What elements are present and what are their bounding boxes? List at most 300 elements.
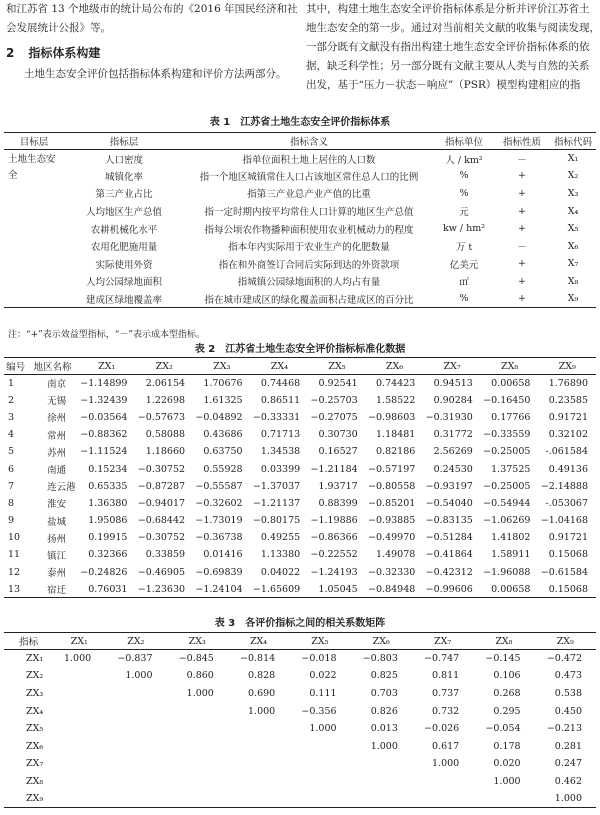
table3-cell: 0.737	[432, 687, 460, 699]
table3-cell: 0.247	[554, 758, 582, 770]
table3-cell	[53, 667, 105, 685]
table2-cell: 常州	[47, 430, 67, 442]
table2-cell: −0.31930	[425, 411, 473, 423]
table2-cell: −0.83135	[425, 515, 473, 527]
table3-cell	[167, 755, 228, 773]
table3-header-row	[4, 633, 596, 650]
table3-cell: 0.013	[370, 723, 398, 735]
table1-cell: X₃	[567, 187, 579, 199]
goal-cell: 土地生态安全	[8, 154, 56, 181]
table2-cell: 0.92541	[318, 377, 358, 389]
table2-cell: −0.49970	[368, 532, 416, 544]
table2-cell: 0.15068	[548, 549, 588, 561]
table3-cell	[351, 755, 412, 773]
table2-cell: 1.76890	[548, 377, 588, 389]
table1-cell: 指在和外商签订合同后实际到达的外资款项	[218, 259, 400, 271]
table3-cell: 1.000	[186, 687, 214, 699]
table3-cell: 0.826	[370, 705, 398, 717]
table2-cell: 宿迁	[47, 585, 67, 597]
table3-cell	[105, 790, 166, 808]
table2-cell: 连云港	[47, 482, 76, 494]
table2-cell: 1.18481	[376, 429, 416, 441]
table2-cell: −0.93197	[425, 480, 473, 492]
table2-cell: −0.57197	[368, 463, 416, 475]
table2-cell: 1.61325	[203, 394, 243, 406]
table2-cell: −0.25703	[310, 394, 358, 406]
table3-cell: ZX₄	[26, 705, 44, 717]
table1-cell: +	[518, 205, 526, 217]
table2-cell: 0.19915	[88, 532, 128, 544]
table1-cell: 实际使用外资	[95, 259, 153, 271]
table2-cell: −0.69839	[195, 566, 243, 578]
table-row	[4, 529, 596, 546]
table2-cell: 11	[8, 549, 21, 561]
table-row	[4, 392, 596, 409]
table2-cell: 12	[8, 566, 21, 578]
table1-cell: X₇	[567, 258, 579, 270]
table3-cell: −0.213	[546, 723, 582, 735]
right-line-5: 出发，基于“压力－状态－响应”（PSR）模型构建相应的指	[306, 79, 581, 91]
table2-cell: −0.55587	[195, 480, 243, 492]
table2-cell: −0.32330	[368, 566, 416, 578]
table3-header-cell: ZX₆	[351, 633, 412, 650]
table-row	[4, 273, 596, 291]
table2-cell: 镇江	[47, 550, 67, 562]
table1-cell: +	[518, 170, 526, 182]
table2-cell: −1.23630	[137, 583, 186, 595]
table-row	[4, 375, 596, 392]
table1-header-cell: 指标含义	[184, 133, 434, 150]
table3-cell: 0.022	[309, 670, 337, 682]
table2-cell: 0.94513	[433, 377, 473, 389]
table2-header-cell: ZX₆	[366, 358, 424, 375]
table2-cell: −0.68442	[137, 515, 186, 527]
table2-cell: 0.74468	[260, 377, 301, 389]
table-row	[4, 685, 596, 703]
table2-cell: 13	[8, 583, 21, 595]
table2-cell: 盐城	[47, 516, 67, 528]
table-row	[4, 755, 596, 773]
table2-cell: 1.58522	[376, 394, 416, 406]
table2-cell: −0.04892	[195, 411, 243, 423]
table3-cell	[228, 737, 289, 755]
table2-cell: 0.74423	[376, 377, 416, 389]
table-row	[4, 220, 596, 238]
table2-cell: 0.17766	[491, 411, 531, 423]
table1-cell: 人口密度	[104, 154, 143, 166]
table3-cell: 0.617	[432, 740, 460, 752]
table2-cell: −0.25005	[483, 446, 531, 458]
table2-cell: 1.13380	[260, 549, 301, 561]
table2-cell: −1.19886	[310, 515, 358, 527]
table2-cell: 1.34538	[260, 446, 301, 458]
table3-header-cell: ZX₅	[289, 633, 350, 650]
table1-cell: +	[518, 293, 526, 305]
table2-cell: 1.49078	[376, 549, 416, 561]
table3-cell	[289, 773, 350, 791]
table3-header-cell: ZX₉	[535, 633, 596, 650]
table2-cell: −0.03564	[80, 411, 128, 423]
table1-header-cell: 指标单位	[434, 133, 494, 150]
table2-cell: −0.54040	[425, 497, 473, 509]
table3-header-cell: ZX₁	[53, 633, 105, 650]
table-row	[4, 255, 596, 273]
table3-cell	[351, 773, 412, 791]
table3-cell	[167, 720, 228, 738]
table1-cell: 人 / km²	[445, 154, 483, 166]
table2-cell: −0.32602	[195, 497, 243, 509]
table3-cell: −0.803	[362, 653, 398, 665]
table2-cell: 0.71713	[260, 429, 301, 441]
table3	[4, 632, 596, 808]
table2-cell: 0.49136	[548, 463, 588, 475]
table2-cell: 10	[8, 532, 21, 544]
table2-cell: -.053067	[545, 497, 588, 509]
table3-cell	[167, 773, 228, 791]
table2-cell: 1.70676	[203, 377, 243, 389]
table3-cell: −0.814	[240, 653, 276, 665]
table2-header-cell: ZX₃	[193, 358, 251, 375]
table2-cell: 1.18660	[145, 446, 186, 458]
table1-cell: X₉	[567, 293, 579, 305]
table2-header-cell: ZX₇	[423, 358, 481, 375]
table1-header-cell: 指标代码	[550, 133, 596, 150]
table3-cell	[289, 790, 350, 808]
table1-header-cell: 目标层	[4, 133, 64, 150]
right-line-3: 一部分既有文献没有指出构建土地生态安全评价指标体系的依	[306, 41, 590, 53]
table2-cell: 2.56269	[433, 446, 473, 458]
table2-cell: 苏州	[47, 447, 67, 459]
table1-cell: 人均地区生产总值	[85, 207, 162, 219]
left-line-2: 会发展统计公报》等。	[6, 22, 111, 34]
table2-cell: 0.23585	[548, 394, 588, 406]
table2-cell: 1.58911	[491, 549, 531, 561]
table3-cell: 1.000	[493, 775, 521, 787]
table2-header-cell: ZX₄	[251, 358, 309, 375]
table2-cell: −0.85201	[368, 497, 416, 509]
table3-cell: ZX₃	[26, 687, 44, 699]
table3-cell: ZX₅	[26, 723, 44, 735]
table3-cell: 0.732	[432, 705, 460, 717]
table3-header-cell: 指标	[4, 633, 53, 650]
table3-cell	[53, 737, 105, 755]
table2-cell: 1.22698	[145, 394, 186, 406]
table2-cell: 9	[8, 515, 15, 527]
table1-cell: 元	[459, 207, 469, 219]
table2-cell: 0.43686	[203, 429, 243, 441]
table-row	[4, 495, 596, 512]
table1-cell: 万 t	[455, 242, 473, 254]
table2-cell: 南京	[47, 379, 67, 391]
table1-cell: －	[517, 242, 527, 254]
table2-cell: 0.00658	[491, 583, 531, 595]
table3-cell: ZX₇	[26, 758, 44, 770]
table3-cell	[473, 790, 534, 808]
table3-cell: ZX₈	[26, 775, 44, 787]
table2-cell: −0.61584	[540, 566, 588, 578]
table1-cell: +	[518, 275, 526, 287]
table3-cell: 1.000	[554, 793, 582, 805]
table-row	[4, 564, 596, 581]
table2-cell: 0.01416	[203, 549, 243, 561]
table1-cell: 人均公园绿地面积	[85, 277, 162, 289]
table2-cell: −0.88362	[80, 429, 128, 441]
table3-cell: 1.000	[309, 723, 337, 735]
table2-cell: −0.22552	[310, 549, 358, 561]
table2-cell: 0.55928	[203, 463, 243, 475]
table2-cell: −1.37037	[252, 480, 301, 492]
table3-cell	[53, 773, 105, 791]
table-row	[4, 702, 596, 720]
table2-cell: −0.94017	[137, 497, 186, 509]
table2-cell: 0.32366	[88, 549, 128, 561]
table3-cell	[105, 685, 166, 703]
table2-cell: 4	[8, 429, 15, 441]
table3-cell	[53, 720, 105, 738]
table2-cell: -.061584	[545, 446, 588, 458]
table1-cell: X₄	[567, 205, 579, 217]
table2-cell: −0.54944	[483, 497, 531, 509]
table3-cell: 0.828	[248, 670, 276, 682]
table-row	[4, 581, 596, 598]
table1-cell: 指一个地区城镇常住人口占该地区常住总人口的比例	[199, 171, 419, 183]
table3-caption: 表 3 各评价指标之间的相关系数矩阵	[214, 618, 386, 629]
table2-cell: −0.30752	[137, 532, 186, 544]
table2-cell: 0.24530	[433, 463, 473, 475]
table2-cell: 0.31772	[433, 429, 473, 441]
table2-cell: −1.96088	[483, 566, 531, 578]
table3-cell: −0.472	[546, 653, 582, 665]
table1-cell: 指本年内实际用于农业生产的化肥数量	[228, 242, 390, 254]
table3-cell	[105, 702, 166, 720]
table3-cell	[228, 773, 289, 791]
table3-cell: 0.462	[554, 775, 582, 787]
table3-cell: 0.268	[493, 687, 521, 699]
table2-cell: −0.93885	[368, 515, 416, 527]
table-row	[4, 773, 596, 791]
table2-cell: −0.33559	[483, 429, 531, 441]
table2-cell: −1.24104	[195, 583, 243, 595]
table2-cell: −0.41864	[425, 549, 473, 561]
table2-cell: −0.25005	[483, 480, 531, 492]
table2-cell: −0.51284	[425, 532, 473, 544]
table2-header-cell: 地区名称	[27, 358, 78, 375]
table2-cell: 6	[8, 463, 15, 475]
table2-cell: 0.49255	[260, 532, 301, 544]
table-row	[4, 426, 596, 443]
table1-cell: 指城镇公园绿地面积的人均占有量	[237, 277, 381, 289]
table3-cell: −0.747	[424, 653, 460, 665]
table2-cell: −0.16450	[483, 394, 531, 406]
table2-cell: −1.21137	[252, 497, 301, 509]
table2-cell: 0.86511	[260, 394, 301, 406]
table2-cell: 泰州	[47, 568, 67, 580]
table-row	[4, 185, 596, 203]
table2-cell: 1.41802	[491, 532, 531, 544]
table3-cell: −0.145	[485, 653, 521, 665]
left-line-1: 和江苏省 13 个地级市的统计局公布的《2016 年国民经济和社	[6, 3, 298, 15]
table2-cell: 无锡	[47, 396, 67, 408]
table3-cell: 0.473	[554, 670, 582, 682]
table3-cell: 0.020	[493, 758, 521, 770]
table2-cell: 1	[8, 377, 15, 389]
table3-cell	[105, 720, 166, 738]
table-row	[4, 650, 596, 668]
table3-cell	[351, 790, 412, 808]
table3-cell: −0.845	[178, 653, 214, 665]
section-number: 2	[6, 46, 15, 60]
table-row	[4, 737, 596, 755]
table3-cell	[228, 790, 289, 808]
table2-cell: −0.24826	[80, 566, 128, 578]
table2-cell: −0.36738	[195, 532, 243, 544]
table3-header-cell: ZX₃	[167, 633, 228, 650]
table2-cell: 0.32102	[548, 429, 588, 441]
table2-cell: 0.91721	[548, 532, 588, 544]
table3-cell: 0.825	[370, 670, 398, 682]
table1-cell: +	[518, 187, 526, 199]
table3-cell	[53, 790, 105, 808]
table-row	[4, 150, 596, 168]
table2-cell: −0.46905	[137, 566, 186, 578]
right-column	[306, 0, 600, 95]
table1-cell: X₆	[567, 240, 579, 252]
table3-cell: −0.356	[301, 705, 337, 717]
table1-cell: +	[518, 223, 526, 235]
right-line-4: 据，缺乏科学性；另一部分既有文献主要从人类与自然的关系	[306, 60, 590, 72]
table2-cell: −0.80175	[252, 515, 301, 527]
table3-cell: 1.000	[370, 740, 398, 752]
table-row	[4, 443, 596, 460]
table1-cell: 指单位面积土地上居住的人口数	[242, 154, 376, 166]
table1-cell: %	[459, 170, 469, 182]
section-title: 指标体系构建	[28, 46, 101, 60]
table1-cell: －	[517, 154, 527, 166]
table3-cell: −0.054	[485, 723, 521, 735]
table3-cell: 0.295	[493, 705, 521, 717]
table1-caption: 表 1 江苏省土地生态安全评价指标体系	[209, 117, 391, 128]
table1-cell: %	[459, 187, 469, 199]
table3-cell: 0.111	[309, 687, 337, 699]
table3-cell	[53, 755, 105, 773]
table2-cell: 0.65335	[88, 480, 128, 492]
table1-cell: 指第三产业总产业产值的比重	[247, 189, 371, 201]
table1-cell: 建成区绿地覆盖率	[85, 294, 162, 306]
table2-cell: 1.93717	[318, 480, 358, 492]
table2-cell: −1.04168	[540, 515, 588, 527]
table2-cell: 扬州	[47, 533, 67, 545]
table2-cell: −0.42312	[425, 566, 473, 578]
table3-cell	[412, 790, 473, 808]
table3-cell: ZX₂	[26, 670, 44, 682]
table3-header-cell: ZX₇	[412, 633, 473, 650]
table3-cell: 0.690	[248, 687, 276, 699]
table2-cell: 0.33859	[145, 549, 186, 561]
table2-cell: 0.03399	[260, 463, 301, 475]
table2-cell: 0.15068	[548, 583, 588, 595]
table2-cell: −1.24193	[310, 566, 358, 578]
table-row	[4, 546, 596, 563]
table2-cell: −0.33331	[252, 411, 301, 423]
table-row	[4, 478, 596, 495]
table3-cell: 0.860	[186, 670, 214, 682]
table2-cell: −1.32439	[80, 394, 128, 406]
table2	[4, 357, 596, 598]
table1-cell: 农用化肥施用量	[90, 242, 158, 254]
table3-cell: 1.000	[432, 758, 460, 770]
table2-cell: 0.76031	[88, 583, 128, 595]
table2-cell: 0.90284	[433, 394, 473, 406]
table2-cell: 徐州	[47, 413, 67, 425]
table1-header-cell: 指标性质	[494, 133, 550, 150]
table1-header-cell: 指标层	[64, 133, 184, 150]
table2-cell: −0.84948	[368, 583, 416, 595]
table2-header-cell: ZX₈	[481, 358, 539, 375]
table3-cell	[289, 755, 350, 773]
table2-cell: 0.15234	[88, 463, 128, 475]
table2-cell: −0.87287	[137, 480, 186, 492]
table2-header-cell: 编号	[4, 358, 27, 375]
table2-cell: 8	[8, 497, 15, 509]
table-row	[4, 290, 596, 308]
left-column	[6, 0, 298, 84]
table2-cell: −1.73019	[195, 515, 243, 527]
table-row	[4, 720, 596, 738]
table3-cell: −0.026	[424, 723, 460, 735]
table1-cell: X₈	[567, 275, 579, 287]
table-row	[4, 790, 596, 808]
table2-cell: 2.06154	[145, 377, 186, 389]
table1-cell: %	[459, 293, 469, 305]
table3-cell: ZX₁	[26, 653, 44, 665]
table2-cell: 0.00658	[491, 377, 531, 389]
table2-cell: 1.37525	[491, 463, 531, 475]
left-paragraph: 土地生态安全评价包括指标体系构建和评价方法两部分。	[24, 68, 287, 80]
table1-cell: kw / hm²	[442, 223, 486, 235]
table3-cell: 0.106	[493, 670, 521, 682]
table2-cell: −0.99606	[425, 583, 473, 595]
table3-header-cell: ZX₈	[473, 633, 534, 650]
table-row	[4, 167, 596, 185]
table2-cell: −1.65609	[252, 583, 301, 595]
table2-header-cell: ZX₁	[78, 358, 136, 375]
table3-header-cell: ZX₄	[228, 633, 289, 650]
table3-cell: 1.000	[248, 705, 276, 717]
table2-cell: 1.36380	[88, 497, 128, 509]
table1-cell: 指每公顷农作物播种面积使用农业机械动力的程度	[204, 224, 414, 236]
table3-cell	[105, 773, 166, 791]
table1-note: 注：“+”表示效益型指标，“－”表示成本型指标。	[8, 330, 205, 340]
table3-cell: 1.000	[63, 653, 92, 665]
table2-cell: 0.63750	[203, 446, 243, 458]
table1-cell: 第三产业占比	[95, 189, 153, 201]
table2-cell: −0.80558	[368, 480, 416, 492]
table3-cell	[228, 720, 289, 738]
table1-cell: 城镇化率	[104, 171, 143, 183]
table3-cell: 0.281	[554, 740, 582, 752]
table1-cell: ㎡	[459, 277, 469, 289]
table3-cell: ZX₉	[26, 793, 44, 805]
table2-header-row	[4, 358, 596, 375]
table-row	[4, 202, 596, 220]
table2-cell: −0.98603	[368, 411, 416, 423]
table-row	[4, 512, 596, 529]
table2-header-cell: ZX₅	[308, 358, 366, 375]
table2-cell: −1.21184	[310, 463, 358, 475]
table3-cell	[289, 737, 350, 755]
table1-cell: 农耕机械化水平	[90, 224, 158, 236]
table2-cell: −0.30752	[137, 463, 186, 475]
